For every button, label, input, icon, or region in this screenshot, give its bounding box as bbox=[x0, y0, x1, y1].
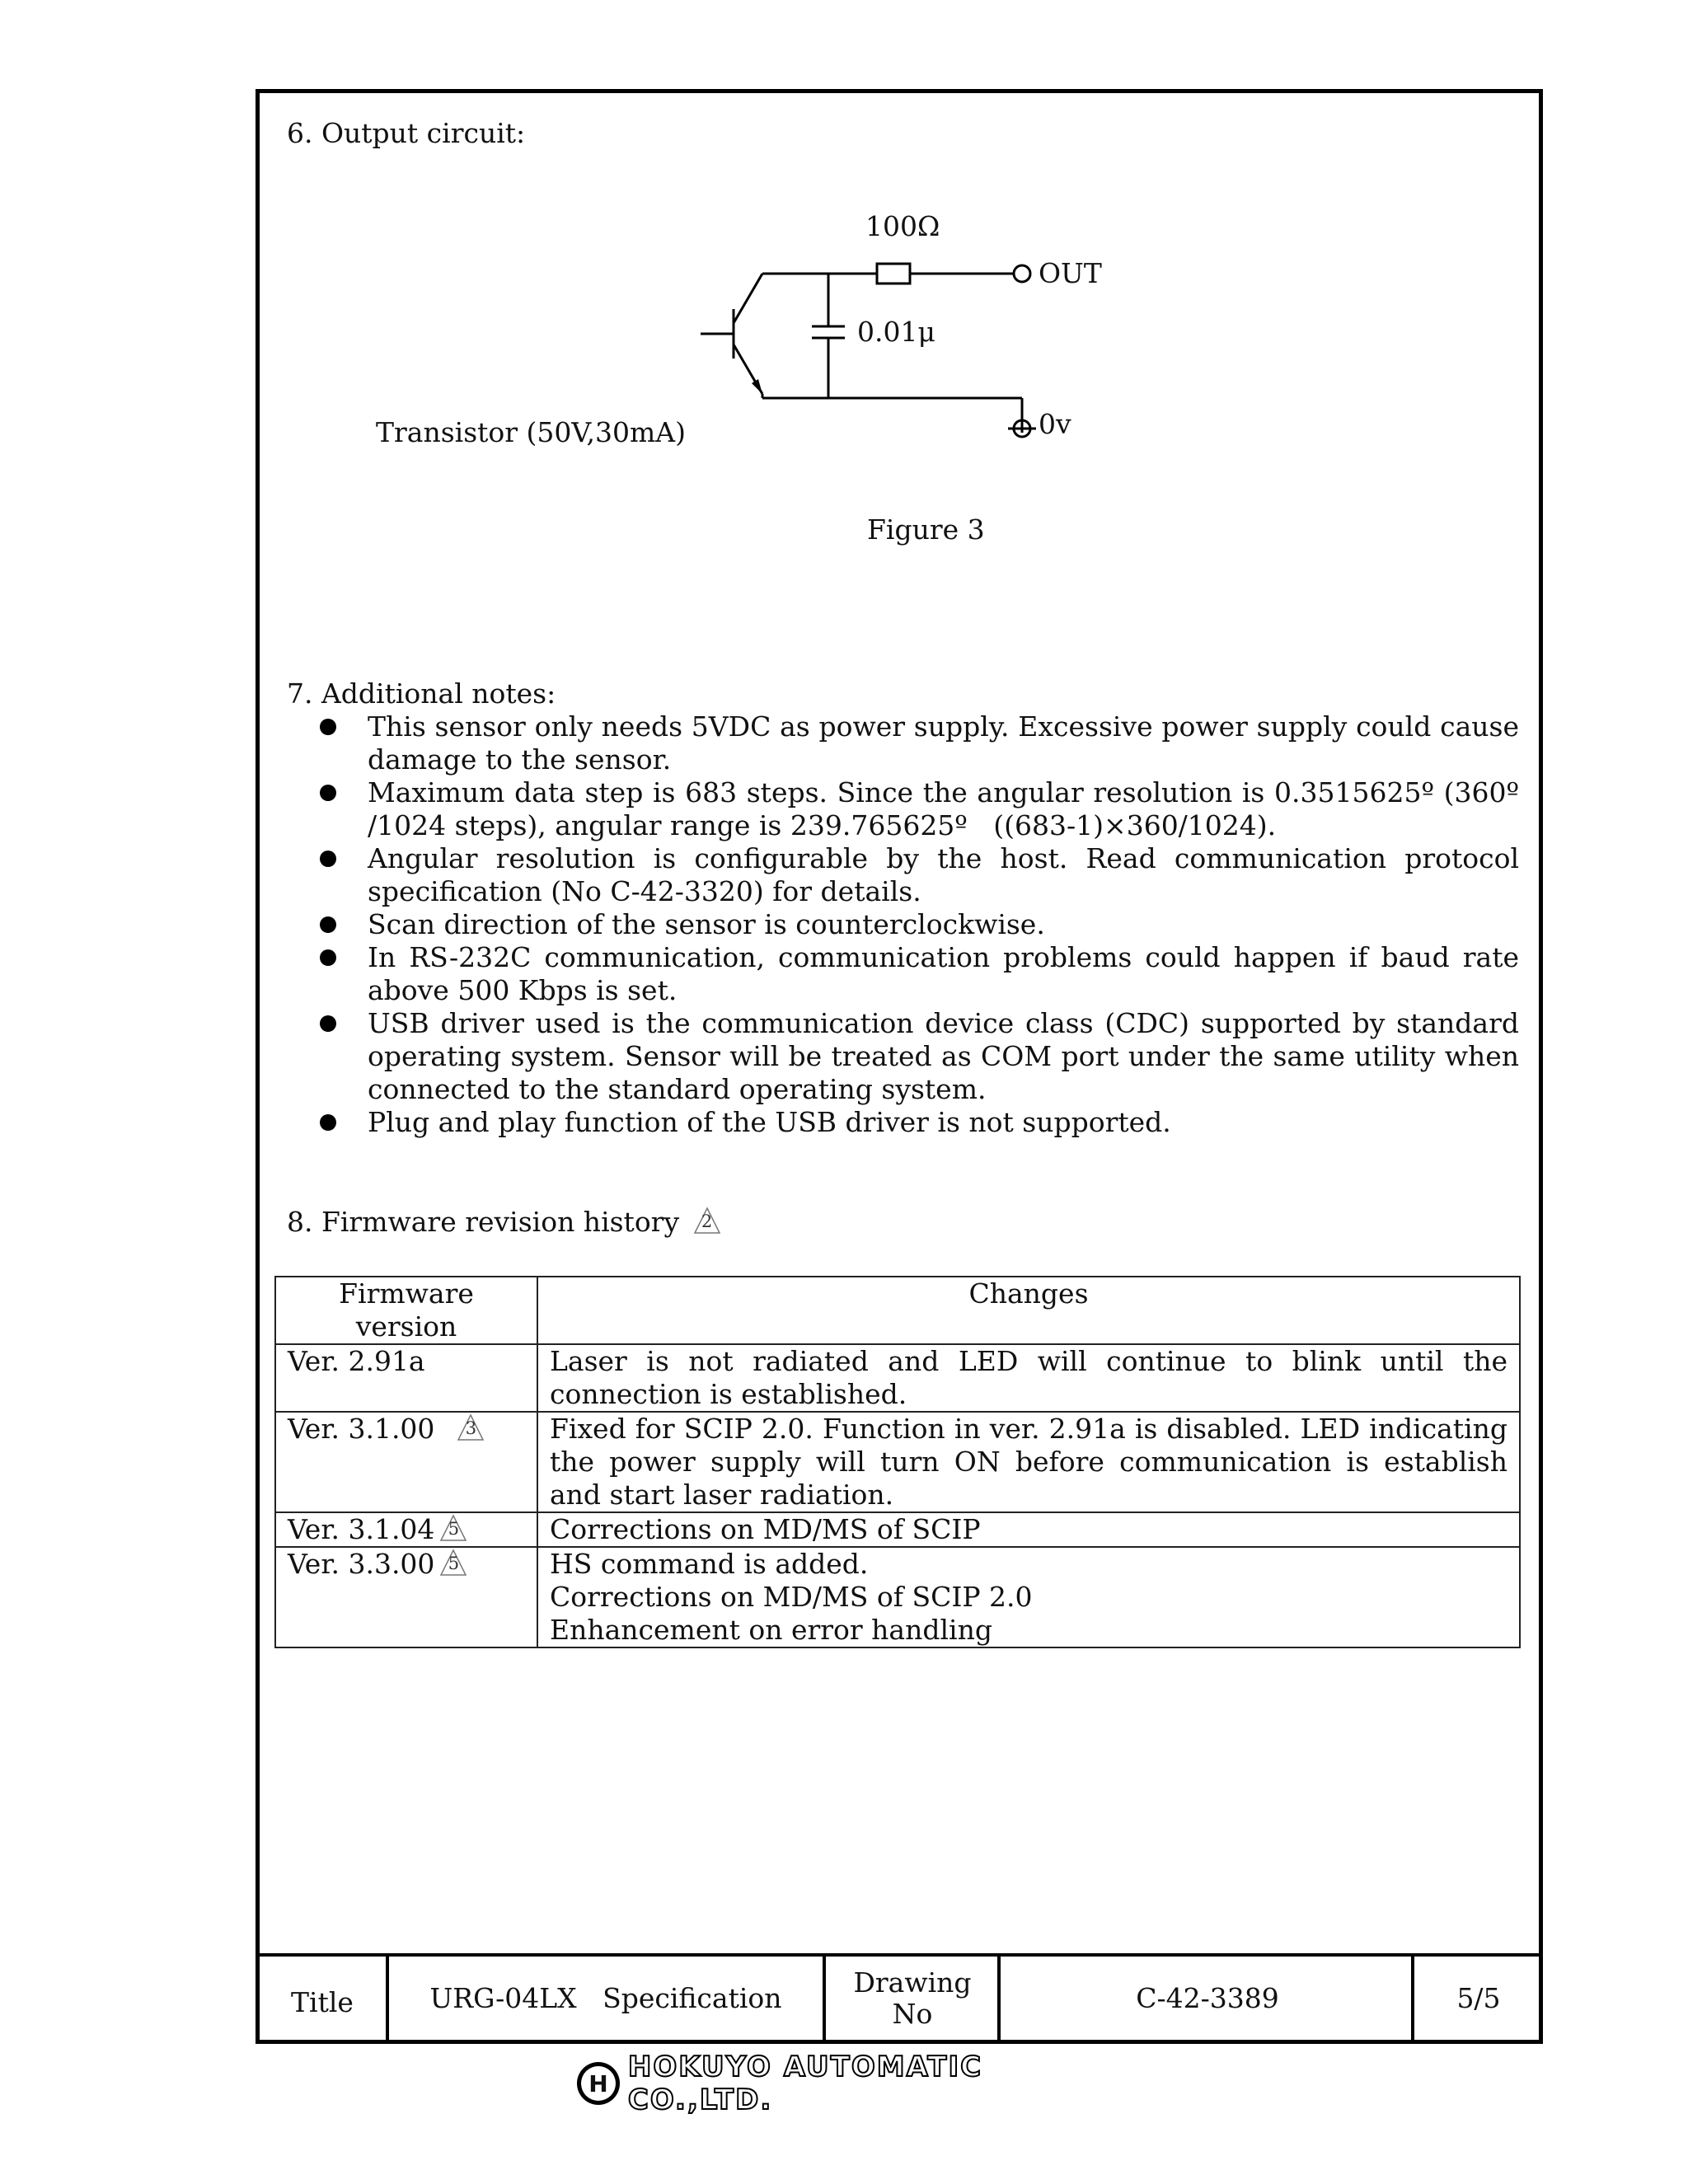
table-row bbox=[275, 1547, 1520, 1647]
note-item: Maximum data step is 683 steps. Since the angular resolution is 0.3515625º (360º /1024 steps), angular range is 239.765625º ((683-1)×360/1024). bbox=[299, 776, 1519, 842]
firmware-revision-table bbox=[274, 1276, 1521, 1648]
bullet-icon bbox=[320, 916, 336, 933]
out-terminal-label: OUT bbox=[1039, 257, 1102, 289]
additional-notes-list bbox=[299, 710, 1519, 1139]
bullet-icon bbox=[320, 719, 336, 735]
version-cell: Ver. 3.1.00 3 bbox=[275, 1412, 537, 1512]
column-header: Changes bbox=[537, 1277, 1520, 1344]
note-item: In RS-232C communication, communication problems could happen if baud rate above 500 Kbps is set. bbox=[299, 941, 1519, 1007]
changes-cell: Laser is not radiated and LED will continue to blink until the connection is established. bbox=[537, 1344, 1520, 1412]
version-cell: Ver. 3.3.00 5 bbox=[275, 1547, 537, 1647]
figure-caption: Figure 3 bbox=[867, 513, 985, 546]
table-row bbox=[275, 1512, 1520, 1547]
company-logo bbox=[577, 2050, 1137, 2116]
section8-heading: 8. Firmware revision history 2 bbox=[287, 1206, 721, 1239]
note-item: This sensor only needs 5VDC as power supply. Excessive power supply could cause damage to the sensor. bbox=[299, 710, 1519, 776]
version-cell: Ver. 2.91a bbox=[275, 1344, 537, 1412]
note-item: USB driver used is the communication device class (CDC) supported by standard operating system. Sensor will be treated as COM port under the same utility when connected to the standard operating system. bbox=[299, 1007, 1519, 1106]
company-name: HOKUYO AUTOMATIC CO.,LTD. bbox=[627, 2050, 983, 2116]
title-block bbox=[256, 1953, 1543, 2044]
version-cell: Ver. 3.1.04 5 bbox=[275, 1512, 537, 1547]
changes-cell: Fixed for SCIP 2.0. Function in ver. 2.91a is disabled. LED indicating the power supply will turn ON before communication is establish and start laser radiation. bbox=[537, 1412, 1520, 1512]
bullet-icon bbox=[320, 1114, 336, 1131]
drawing-number: C-42-3389 bbox=[997, 1953, 1414, 2044]
bullet-icon bbox=[320, 851, 336, 867]
table-row bbox=[275, 1412, 1520, 1512]
revision-triangle-icon: 3 bbox=[457, 1413, 485, 1441]
revision-triangle-icon: 5 bbox=[439, 1514, 467, 1542]
note-item: Scan direction of the sensor is counterclockwise. bbox=[299, 908, 1519, 941]
note-item: Plug and play function of the USB driver is not supported. bbox=[299, 1106, 1519, 1139]
company-logo-mark: H bbox=[577, 2062, 620, 2105]
table-header-row bbox=[275, 1277, 1520, 1344]
revision-triangle-icon: 5 bbox=[439, 1549, 467, 1577]
changes-cell: Corrections on MD/MS of SCIP bbox=[537, 1512, 1520, 1547]
table-row bbox=[275, 1344, 1520, 1412]
title-label: Title bbox=[291, 1986, 354, 2018]
ground-label: 0v bbox=[1039, 408, 1071, 440]
drawing-label: Drawing No bbox=[823, 1953, 999, 2044]
emitter-arrow bbox=[752, 379, 762, 394]
bullet-icon bbox=[320, 949, 336, 966]
bullet-icon bbox=[320, 1015, 336, 1032]
bullet-icon bbox=[320, 785, 336, 801]
output-circuit-diagram bbox=[676, 198, 1170, 462]
resistor-label: 100Ω bbox=[865, 210, 940, 242]
capacitor-label: 0.01μ bbox=[857, 316, 935, 348]
column-header: Firmware version bbox=[275, 1277, 537, 1344]
changes-cell: HS command is added. Corrections on MD/MS of SCIP 2.0 Enhancement on error handling bbox=[537, 1547, 1520, 1647]
transistor-label: Transistor (50V,30mA) bbox=[376, 416, 686, 448]
revision-triangle-icon: 2 bbox=[693, 1207, 721, 1235]
page-number: 5/5 bbox=[1411, 1953, 1543, 2044]
section6-heading: 6. Output circuit: bbox=[287, 117, 526, 149]
section7-heading: 7. Additional notes: bbox=[287, 677, 556, 710]
note-item: Angular resolution is configurable by the host. Read communication protocol specification (No C-42-3320) for details. bbox=[299, 842, 1519, 908]
title-value: URG-04LX Specification bbox=[386, 1953, 823, 2044]
